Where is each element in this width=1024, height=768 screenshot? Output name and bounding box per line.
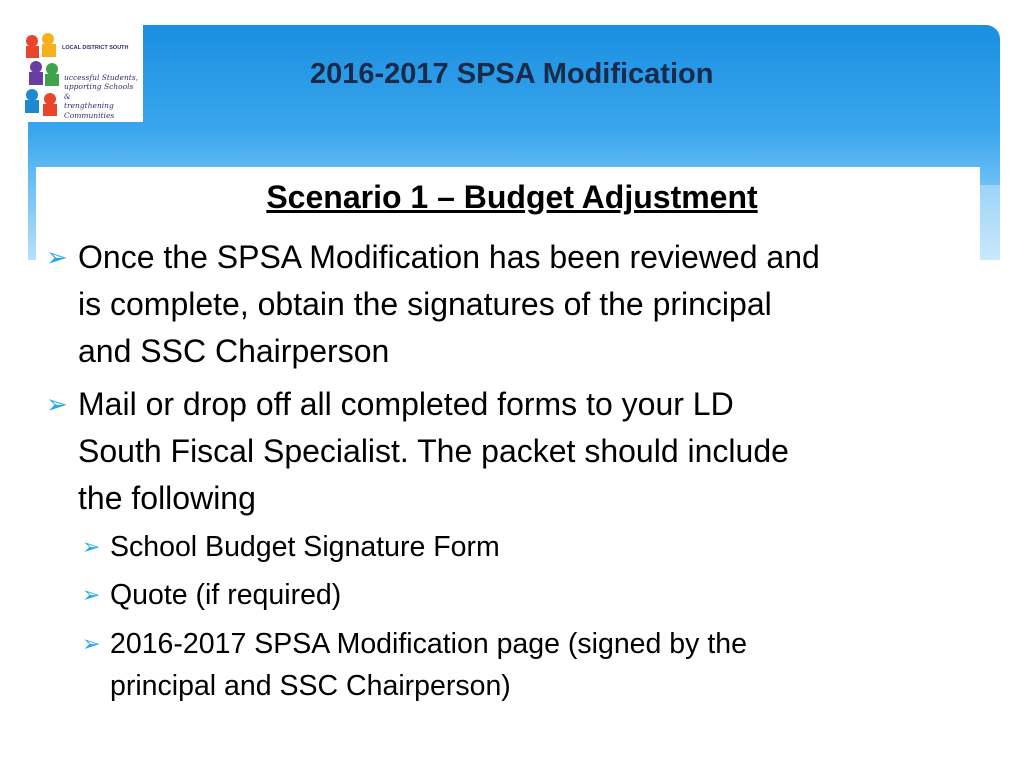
- sub-bullet-line: principal and SSC Chairperson): [110, 670, 511, 702]
- bullet-item: [46, 381, 978, 522]
- scenario-heading: Scenario 1 – Budget Adjustment: [266, 179, 758, 215]
- bullet-line: Mail or drop off all completed forms to your LD: [78, 386, 734, 422]
- sub-bullet-item: [82, 623, 970, 707]
- arrow-bullet-icon: ➢: [82, 534, 101, 559]
- sub-bullet-item: [82, 526, 970, 568]
- district-logo: [20, 25, 143, 122]
- logo-tagline: [64, 73, 142, 120]
- logo-tagline-line: uccessful Students,: [64, 73, 139, 82]
- puzzle-figures-icon: [22, 31, 66, 119]
- bullet-line: is complete, obtain the signatures of the principal: [78, 286, 772, 322]
- bullet-line: and SSC Chairperson: [78, 333, 390, 369]
- bullet-line: South Fiscal Specialist. The packet should include: [78, 433, 789, 469]
- sub-bullet-line: 2016-2017 SPSA Modification page (signed by the: [110, 628, 747, 660]
- arrow-bullet-icon: ➢: [46, 389, 68, 419]
- logo-tagline-line: upporting Schools &: [64, 82, 134, 101]
- sub-bullet-item: [82, 574, 970, 616]
- logo-title: LOCAL DISTRICT SOUTH: [62, 45, 129, 51]
- sub-bullet-line: Quote (if required): [110, 579, 342, 611]
- sub-bullet-line: School Budget Signature Form: [110, 531, 500, 563]
- arrow-bullet-icon: ➢: [46, 242, 68, 272]
- arrow-bullet-icon: ➢: [82, 582, 101, 607]
- bullet-item: [46, 234, 978, 375]
- bullet-line: Once the SPSA Modification has been reviewed and: [78, 239, 820, 275]
- arrow-bullet-icon: ➢: [82, 631, 101, 656]
- slide-title: 2016-2017 SPSA Modification: [310, 58, 714, 90]
- logo-tagline-line: trengthening Communities: [64, 101, 115, 120]
- bullet-line: the following: [78, 480, 256, 516]
